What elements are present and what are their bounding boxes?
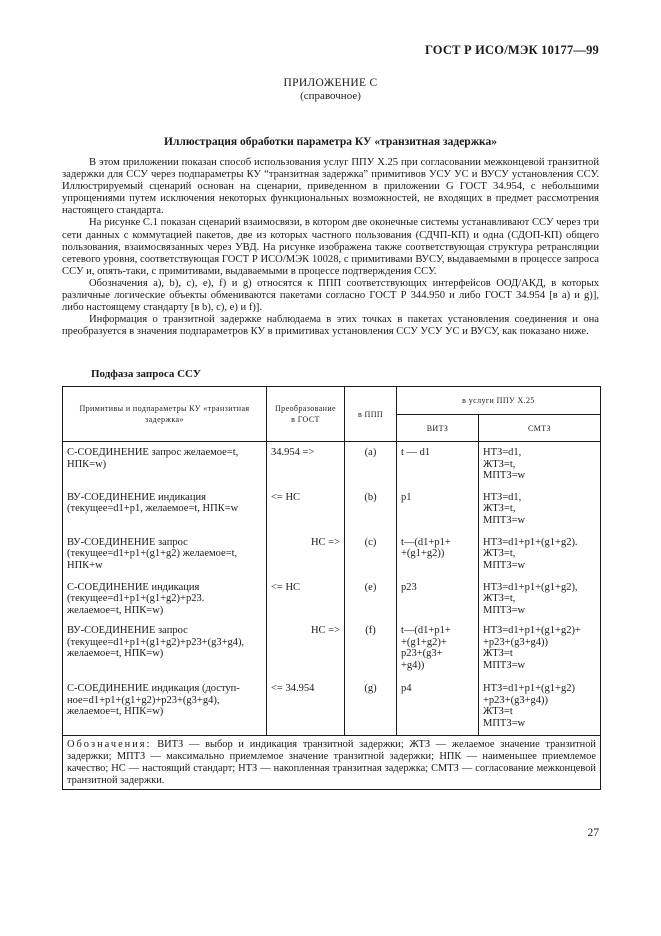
cell-primitive-line: (текущее=d1+p1, желаемое=t, НПК=w bbox=[67, 503, 239, 515]
cell-vitz-line: +(g1+g2)) bbox=[401, 548, 445, 560]
cell-ppp-text: (g) bbox=[364, 683, 377, 695]
cell-primitive bbox=[63, 487, 267, 532]
table-body bbox=[63, 442, 601, 736]
notes-text: ВИТЗ — выбор и индикация транзитной задержки; ЖТЗ — желаемое значение транзитной задержки; МПТЗ — максимально приемлемое значение транзитной задержки; НПК — наименьшее приемлемое качество; НС — настоящий стандарт; НТЗ — накопленная транзитная задержка; СМТЗ — согласование межконцевой транзитной задержки. bbox=[67, 738, 596, 786]
cell-smtz-line: ЖТЗ=t bbox=[483, 648, 513, 660]
cell-conversion bbox=[267, 442, 345, 487]
cell-vitz-line: p23+(g3+ bbox=[401, 648, 443, 660]
cell-smtz-line: МПТЗ=w bbox=[483, 559, 526, 571]
cell-smtz-line: МПТЗ=w bbox=[483, 660, 526, 672]
subheading: Подфаза запроса ССУ bbox=[91, 368, 201, 380]
cell-vitz-line: t—(d1+p1+ bbox=[401, 625, 451, 637]
cell-smtz-line: НТЗ=d1+p1+(g1+g2) bbox=[483, 683, 575, 695]
cell-vitz-line: +(g1+g2)+ bbox=[401, 636, 447, 648]
cell-smtz bbox=[479, 487, 601, 532]
paragraph: Информация о транзитной задержке наблюдаема в этих точках в пакетах установления соединения и она преобразуется в значения подпараметров КУ в примитивах установления ССУ УСУ УС и ВУСУ, как показано ниже. bbox=[62, 314, 599, 338]
appendix-subtitle: (справочное) bbox=[300, 90, 361, 102]
header-primitives: Примитивы и подпараметры КУ «транзитная задержка» bbox=[63, 387, 267, 442]
cell-primitive-line: ВУ-СОЕДИНЕНИЕ индикация bbox=[67, 491, 206, 503]
cell-smtz-line: ЖТЗ=t, bbox=[483, 593, 516, 605]
cell-conversion-text: 34.954 => bbox=[271, 447, 315, 458]
cell-smtz-line: МПТЗ=w bbox=[483, 604, 526, 616]
cell-primitive-line: ВУ-СОЕДИНЕНИЕ запрос bbox=[67, 625, 188, 637]
cell-primitive-line: НПК=w) bbox=[67, 458, 107, 470]
cell-ppp bbox=[345, 442, 397, 487]
section-heading: Иллюстрация обработки параметра КУ «транзитная задержка» bbox=[164, 136, 497, 148]
notes-row bbox=[63, 735, 601, 790]
table-row bbox=[63, 577, 601, 621]
cell-smtz-line: МПТЗ=w bbox=[483, 470, 526, 482]
cell-smtz bbox=[479, 577, 601, 621]
cell-smtz-line: НТЗ=d1+p1+(g1+g2)+ bbox=[483, 625, 581, 637]
cell-primitive-line: (текущее=d1+p1+(g1+g2) желаемое=t, bbox=[67, 548, 238, 560]
table-row bbox=[63, 442, 601, 487]
page-number: 27 bbox=[587, 827, 599, 839]
table-row bbox=[63, 678, 601, 735]
cell-primitive bbox=[63, 620, 267, 678]
cell-ppp-text: (а) bbox=[364, 447, 377, 458]
cell-smtz bbox=[479, 442, 601, 487]
notes-cell bbox=[63, 735, 601, 790]
cell-smtz-line: НТЗ=d1, bbox=[483, 447, 522, 458]
header-ppp: в ППП bbox=[345, 387, 397, 442]
cell-conversion-text: <= 34.954 bbox=[271, 683, 315, 695]
notes-label: Обозначения: bbox=[67, 738, 152, 750]
cell-primitive bbox=[63, 577, 267, 621]
cell-smtz-line: МПТЗ=w bbox=[483, 514, 526, 526]
header-x25: в услуги ППУ Х.25 bbox=[397, 387, 601, 415]
cell-primitive bbox=[63, 532, 267, 577]
cell-primitive-line: (текущее=d1+p1+(g1+g2)+p23+(g3+g4), bbox=[67, 636, 245, 648]
cell-primitive bbox=[63, 442, 267, 487]
cell-vitz bbox=[397, 577, 479, 621]
cell-conversion bbox=[267, 620, 345, 678]
paragraph: На рисунке С.1 показан сценарий взаимосвязи, в котором две оконечные системы устанавливают ССУ через три сети данных с коммутацией пакетов, две из которых частного пользования (СДЧП-КП) и одна (СДОП-КП) общего пользования, взаимосвязанных через УВД. На рисунке изображена также соответствующая структура ретрансляции сетевого уровня, соответствующая ГОСТ Р ИСО/МЭК 10028, с примитивами ВУСУ, выдаваемыми в процессе запроса ССУ и, опять-таки, с примитивами, выдаваемыми в процессе подтверждения ССУ. bbox=[62, 217, 599, 277]
cell-conversion bbox=[267, 532, 345, 577]
cell-primitive-line: (текущее=d1+p1+(g1+g2)+p23. bbox=[67, 593, 205, 605]
cell-vitz bbox=[397, 487, 479, 532]
cell-primitive-line: С-СОЕДИНЕНИЕ индикация bbox=[67, 581, 200, 593]
cell-primitive-line: желаемое=t, НПК=w) bbox=[67, 706, 164, 718]
table-row bbox=[63, 487, 601, 532]
cell-primitive-line: С-СОЕДИНЕНИЕ индикация (доступ- bbox=[67, 683, 240, 695]
cell-smtz bbox=[479, 678, 601, 735]
header-conversion: Преобразование в ГОСТ bbox=[267, 387, 345, 442]
cell-smtz-line: МПТЗ=w bbox=[483, 718, 526, 730]
cell-conversion-text: <= НС bbox=[271, 581, 301, 593]
header-smtz: СМТЗ bbox=[479, 415, 601, 442]
cell-primitive-line: желаемое=t, НПК=w) bbox=[67, 604, 164, 616]
cell-vitz bbox=[397, 442, 479, 487]
header-vitz: ВИТЗ bbox=[397, 415, 479, 442]
table-row bbox=[63, 532, 601, 577]
cell-conversion-text: <= НС bbox=[271, 491, 301, 503]
cell-smtz bbox=[479, 620, 601, 678]
cell-primitive-line: С-СОЕДИНЕНИЕ запрос желаемое=t, bbox=[67, 447, 239, 458]
cell-vitz bbox=[397, 678, 479, 735]
cell-smtz-line: +p23+(g3+g4)) bbox=[483, 636, 549, 648]
cell-primitive bbox=[63, 678, 267, 735]
primitives-table bbox=[62, 386, 601, 790]
appendix-title: ПРИЛОЖЕНИЕ С bbox=[283, 77, 378, 89]
cell-vitz-line: +g4)) bbox=[401, 660, 425, 672]
paragraph: Обозначения а), b), с), е), f) и g) относятся к ППП соответствующих интерфейсов ООД/АКД, в которых различные логические объекты обмениваются пакетами согласно ГОСТ Р 344.950 и либо ГОСТ 34.954 [в а) и g)], либо настоящему стандарту [в b), с), е) и f)]. bbox=[62, 277, 599, 314]
cell-ppp bbox=[345, 532, 397, 577]
cell-ppp-text: (b) bbox=[364, 491, 377, 503]
cell-vitz-line: t — d1 bbox=[401, 447, 431, 458]
cell-smtz-line: НТЗ=d1, bbox=[483, 491, 522, 503]
cell-primitive-line: НПК+w bbox=[67, 559, 103, 571]
cell-smtz-line: ЖТЗ=t, bbox=[483, 458, 516, 470]
cell-vitz bbox=[397, 532, 479, 577]
cell-ppp bbox=[345, 620, 397, 678]
cell-smtz-line: ЖТЗ=t, bbox=[483, 548, 516, 560]
cell-ppp bbox=[345, 577, 397, 621]
cell-smtz-line: НТЗ=d1+p1+(g1+g2), bbox=[483, 581, 578, 593]
cell-primitive-line: ВУ-СОЕДИНЕНИЕ запрос bbox=[67, 536, 188, 548]
cell-primitive-line: желаемое=t, НПК=w) bbox=[67, 648, 164, 660]
cell-conversion bbox=[267, 487, 345, 532]
cell-primitive-line: ное=d1+p1+(g1+g2)+p23+(g3+g4), bbox=[67, 694, 220, 706]
cell-ppp-text: (с) bbox=[364, 536, 377, 548]
cell-conversion bbox=[267, 577, 345, 621]
cell-smtz bbox=[479, 532, 601, 577]
table-row bbox=[63, 620, 601, 678]
cell-vitz-line: p1 bbox=[401, 491, 412, 503]
cell-vitz-line: p23 bbox=[401, 581, 417, 593]
paragraph: В этом приложении показан способ использования услуг ППУ Х.25 при согласовании межконцевой транзитной задержки для ССУ через подпараметры КУ “транзитная задержка” примитивов УСУ УС и ВУСУ установления ССУ. Иллюстрируемый сценарий основан на сценарии, приведенном в приложении G ГОСТ 34.954, с небольшими упрощениями путем исключения некоторых функциональных возможностей, не входящих в предмет рассмотрения настоящего стандарта. bbox=[62, 157, 599, 217]
cell-conversion-text: НС => bbox=[310, 625, 340, 637]
cell-smtz-line: +p23+(g3+g4)) bbox=[483, 694, 549, 706]
standard-header: ГОСТ Р ИСО/МЭК 10177—99 bbox=[424, 43, 599, 57]
cell-vitz bbox=[397, 620, 479, 678]
body-text bbox=[62, 157, 599, 338]
cell-conversion bbox=[267, 678, 345, 735]
cell-ppp-text: (е) bbox=[364, 581, 377, 593]
cell-conversion-text: НС => bbox=[310, 536, 340, 548]
cell-ppp-text: (f) bbox=[365, 625, 376, 637]
cell-ppp bbox=[345, 678, 397, 735]
cell-vitz-line: p4 bbox=[401, 683, 412, 695]
cell-smtz-line: ЖТЗ=t, bbox=[483, 503, 516, 515]
cell-smtz-line: НТЗ=d1+p1+(g1+g2). bbox=[483, 536, 578, 548]
cell-smtz-line: ЖТЗ=t bbox=[483, 706, 513, 718]
cell-ppp bbox=[345, 487, 397, 532]
cell-vitz-line: t—(d1+p1+ bbox=[401, 536, 451, 548]
